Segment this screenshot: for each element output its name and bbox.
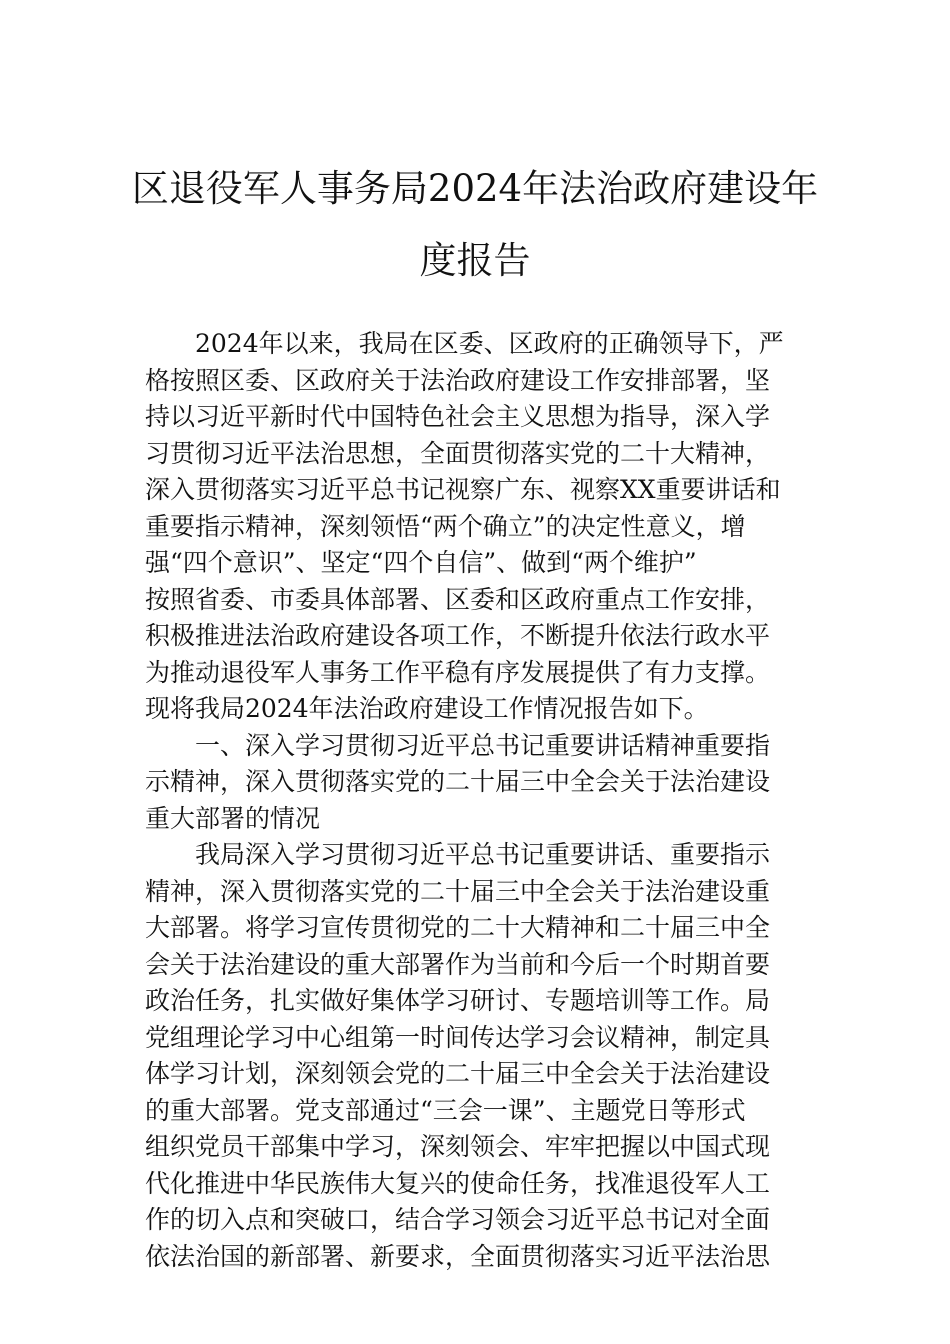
body-line: 依法治国的新部署、新要求，全面贯彻落实习近平法治思 [145, 1241, 771, 1271]
body-line: 2024年以来，我局在区委、区政府的正确领导下，严 [195, 329, 784, 358]
body-line: 一、深入学习贯彻习近平总书记重要讲话精神重要指 [195, 730, 771, 760]
body-line: 政治任务，扎实做好集体学习研讨、专题培训等工作。局 [145, 986, 771, 1015]
body-line: 为推动退役军人事务工作平稳有序发展提供了有力支撑。 [145, 657, 771, 687]
body-line: 会关于法治建设的重大部署作为当前和今后一个时期首要 [145, 949, 771, 979]
body-line: 深入贯彻落实习近平总书记视察广东、视察XX重要讲话和 [145, 475, 781, 504]
body-line: 精神，深入贯彻落实党的二十届三中全会关于法治建设重 [145, 876, 771, 906]
body-line: 积极推进法治政府建设各项工作，不断提升依法行政水平 [145, 621, 771, 650]
body-line: 党组理论学习中心组第一时间传达学习会议精神，制定具 [145, 1022, 771, 1052]
body-line: 重要指示精神，深刻领悟“两个确立”的决定性意义，增 [145, 511, 746, 541]
title-line-2: 度报告 [419, 239, 531, 282]
body-line: 大部署。将学习宣传贯彻党的二十大精神和二十届三中全 [145, 913, 771, 942]
body-line: 习贯彻习近平法治思想，全面贯彻落实党的二十大精神， [145, 438, 771, 468]
body-line: 体学习计划，深刻领会党的二十届三中全会关于法治建设 [145, 1059, 771, 1088]
document-body [145, 326, 815, 1275]
body-line: 持以习近平新时代中国特色社会主义思想为指导，深入学 [145, 402, 771, 431]
body-line: 的重大部署。党支部通过“三会一课”、主题党日等形式 [145, 1095, 746, 1125]
title-line-1: 区退役军人事务局2024年法治政府建设年 [131, 167, 819, 210]
body-line: 组织党员干部集中学习，深刻领会、牢牢把握以中国式现 [145, 1132, 771, 1161]
body-line: 按照省委、市委具体部署、区委和区政府重点工作安排， [145, 584, 771, 614]
body-line: 重大部署的情况 [145, 803, 321, 833]
body-line: 作的切入点和突破口，结合学习领会习近平总书记对全面 [145, 1205, 771, 1234]
body-line: 示精神，深入贯彻落实党的二十届三中全会关于法治建设 [145, 767, 771, 796]
body-line: 强“四个意识”、坚定“四个自信”、做到“两个维护” [145, 548, 697, 577]
body-line: 格按照区委、区政府关于法治政府建设工作安排部署，坚 [145, 365, 771, 395]
body-line: 代化推进中华民族伟大复兴的使命任务，找准退役军人工 [145, 1168, 771, 1198]
document-title [100, 160, 850, 290]
body-line: 现将我局2024年法治政府建设工作情况报告如下。 [145, 694, 709, 723]
body-line: 我局深入学习贯彻习近平总书记重要讲话、重要指示 [195, 840, 771, 869]
